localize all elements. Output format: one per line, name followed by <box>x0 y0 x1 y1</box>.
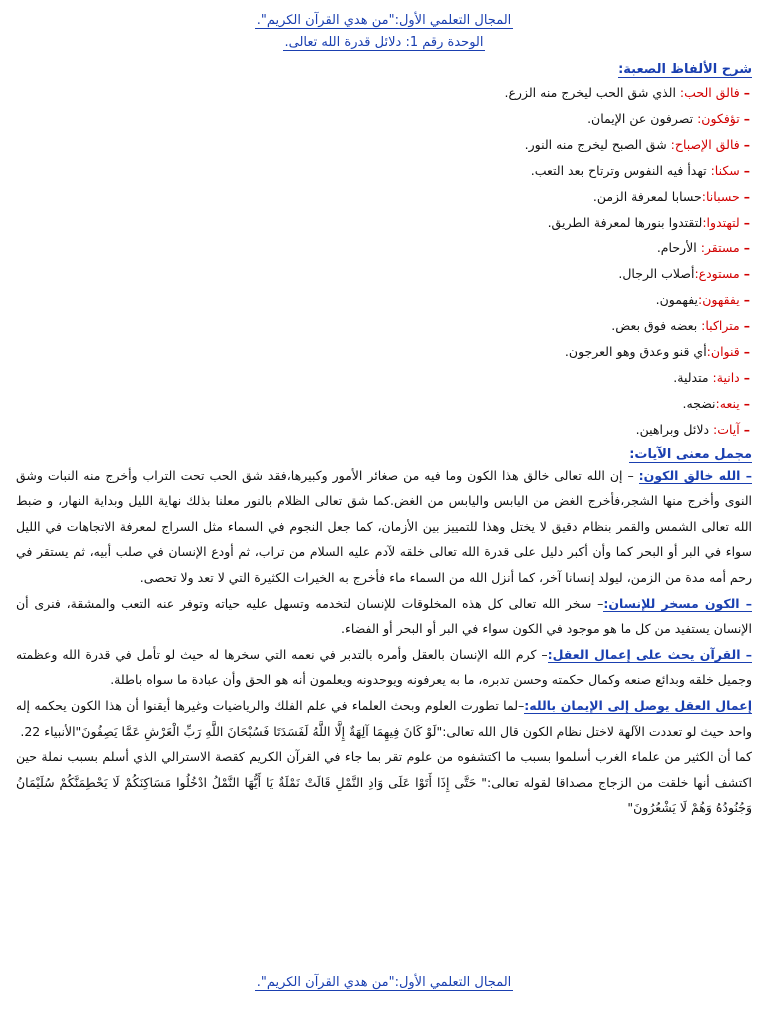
bullet-dash: – <box>743 136 750 152</box>
paragraph-heading: – الكون مسخر للإنسان: <box>603 595 752 611</box>
paragraph-text: – كرم الله الإنسان بالعقل وأمره بالتدبر في نعمه التي سخرها له حيث لو تأمل في قدرة الله وعظمته وجميل خلقه وبدائع صنعه وكمال حكمته وحسن تدبره، ما به يعرفونه ويوحدونه ويعلمون أنه هو الحق وأن عبادة ما سواه باطلة. <box>16 646 752 688</box>
vocab-term: يفقهون: <box>698 292 740 308</box>
vocab-term: سكنا: <box>710 162 740 178</box>
bullet-dash: – <box>743 110 750 126</box>
vocab-item <box>16 261 750 287</box>
bullet-dash: – <box>743 292 750 308</box>
vocab-term: فالق الإصباح: <box>670 136 740 152</box>
vocab-definition: أي قنو وعدق وهو العرجون. <box>564 344 707 360</box>
paragraph-text: كما أن الكثير من علماء الغرب أسلموا بسبب ما اكتشفوه من علوم تقر بما جاء في القرآن الكريم كقصة الاسترالي الذي أسلم بسبب نملة حين اكتشف أنها خلقت من الزجاج مصداقا لقوله تعالى:" حَتَّى إِذَا أَتَوْا عَلَى وَادِ النَّمْلِ قَالَتْ نَمْلَةٌ يَا أَيُّهَا النَّمْلُ ادْخُلُوا مَسَاكِنَكُمْ لَا يَحْطِمَنَّكُمْ سُلَيْمَانُ وَجُنُودُهُ وَهُمْ لَا يَشْعُرُونَ" <box>16 749 752 816</box>
vocab-item <box>16 313 750 339</box>
meaning-paragraph <box>16 591 752 642</box>
bullet-dash: – <box>743 188 750 204</box>
bullet-dash: – <box>743 421 750 437</box>
vocab-term: فالق الحب: <box>679 85 740 100</box>
vocab-definition: بعضه فوق بعض. <box>611 318 702 334</box>
bullet-dash: – <box>743 85 750 100</box>
paragraph-heading: – القرآن يحث على إعمال العقل: <box>547 646 752 662</box>
paragraph-text: –لما تطورت العلوم وبحث العلماء في علم الفلك والرياضيات وغيرها أيقنوا أن هذا الكون يحكمه إله واحد حيث لو تعددت الآلهة لاختل نظام الكون قال الله تعالى:"لَوْ كَانَ فِيهِمَا آلِهَةٌ إِلَّا اللَّهُ لَفَسَدَتَا فَسُبْحَانَ اللَّهِ رَبِّ الْعَرْشِ عَمَّا يَصِفُونَ"الأنبياء 22. <box>16 698 752 739</box>
vocab-term: آيات: <box>713 421 740 437</box>
vocab-item <box>16 106 750 132</box>
vocab-term: لتهتدوا: <box>702 214 740 230</box>
meaning-paragraph <box>16 463 752 591</box>
vocab-term: مستقر: <box>700 240 740 256</box>
vocab-list <box>16 80 752 443</box>
vocab-section-title: شرح الألفاظ الصعبة: <box>618 62 752 77</box>
vocab-definition: دلائل وبراهين. <box>635 421 713 437</box>
meaning-paragraph <box>16 642 752 693</box>
vocab-definition: شق الصبح ليخرج منه النور. <box>524 136 671 152</box>
vocab-item <box>16 210 750 236</box>
vocab-item <box>16 339 750 365</box>
meaning-body <box>16 463 752 821</box>
vocab-definition: أصلاب الرجال. <box>618 266 695 282</box>
vocab-item <box>16 235 750 261</box>
bullet-dash: – <box>743 266 750 282</box>
vocab-definition: يفهمون. <box>655 292 698 308</box>
vocab-item <box>16 365 750 391</box>
vocab-definition: لتقتدوا بنورها لمعرفة الطريق. <box>547 214 703 230</box>
vocab-definition: تهدأ فيه النفوس وترتاح بعد التعب. <box>530 162 711 178</box>
document-footer <box>0 975 768 990</box>
vocab-definition: نضجه. <box>682 395 716 411</box>
bullet-dash: – <box>743 214 750 230</box>
vocab-item <box>16 287 750 313</box>
vocab-definition: حسابا لمعرفة الزمن. <box>592 188 702 204</box>
meaning-paragraph <box>16 744 752 821</box>
bullet-dash: – <box>743 162 750 178</box>
vocab-item <box>16 391 750 417</box>
paragraph-heading: إعمال العقل يوصل إلى الإيمان بالله: <box>524 698 752 714</box>
vocab-term: حسبانا: <box>701 188 740 204</box>
meaning-paragraph <box>16 693 752 744</box>
vocab-item <box>16 417 750 443</box>
vocab-definition: تصرفون عن الإيمان. <box>587 110 698 126</box>
paragraph-text: – سخر الله تعالى كل هذه المخلوقات للإنسان لتخدمه وتسهل عليه حياته وتوفر عنه التعب والمشقة، فنرى أن الإنسان يستفيد من كل ما هو موجود في الكون سواء في البر أو البحر أو الفضاء. <box>16 595 752 637</box>
paragraph-heading: – الله خالق الكون: <box>638 467 753 483</box>
vocab-item <box>16 132 750 158</box>
bullet-dash: – <box>743 318 750 334</box>
vocab-item <box>16 184 750 210</box>
document-header <box>16 10 752 54</box>
bullet-dash: – <box>743 344 750 360</box>
vocab-item <box>16 80 750 106</box>
vocab-term: متراكبا: <box>701 318 740 334</box>
bullet-dash: – <box>743 369 750 385</box>
bullet-dash: – <box>743 395 750 411</box>
vocab-term: قنوان: <box>706 344 740 360</box>
unit-title: الوحدة رقم 1: دلائل قدرة الله تعالى. <box>284 35 484 50</box>
vocab-definition: متدلية. <box>673 369 713 385</box>
vocab-definition: الذي شق الحب ليخرج منه الزرع. <box>504 85 680 100</box>
vocab-item <box>16 158 750 184</box>
vocab-term: تؤفكون: <box>697 110 740 126</box>
bullet-dash: – <box>743 240 750 256</box>
domain-title: المجال التعلمي الأول:"من هدي القرآن الكريم". <box>256 13 512 28</box>
vocab-term: دانية: <box>712 369 740 385</box>
vocab-definition: الأرحام. <box>656 240 701 256</box>
footer-text: المجال التعلمي الأول:"من هدي القرآن الكريم". <box>256 975 512 990</box>
vocab-term: ينعه: <box>715 395 740 411</box>
vocab-term: مستودع: <box>694 266 740 282</box>
meaning-section-title: مجمل معنى الآيات: <box>629 446 752 462</box>
paragraph-text: – إن الله تعالى خالق هذا الكون وما فيه من صغائر الأمور وكبيرها،فقد شق الحب تحت التراب وأخرج منه النبات وشق النوى وأخرج منها الشجر،فأخرج الغض من اليابس واليابس من الغض.كما شق تعالى الظلام بالنور معلنا بذلك نهاية الليل وبداية النهار، و ضبط الله تعالى الشمس والقمر بنظام دقيق لا يختل وهذا للتمييز بين الأزمان، كما جعل النجوم في السماء مثل السراج لمعرفة الاتجاهات في الليل سواء في البر أو البحر كما وأن أكبر دليل على قدرة الله تعالى خلقه لآدم عليه السلام من تراب، ثم أودع الإنسان في صلب أبيه، ثم يستقر في رحم أمه مدة من الزمن، ليولد إنسانا آخر، كما أنزل الله من السماء ماء فأخرج به الخيرات الكثيرة التي لا تعد ولا تحصى. <box>16 467 752 586</box>
